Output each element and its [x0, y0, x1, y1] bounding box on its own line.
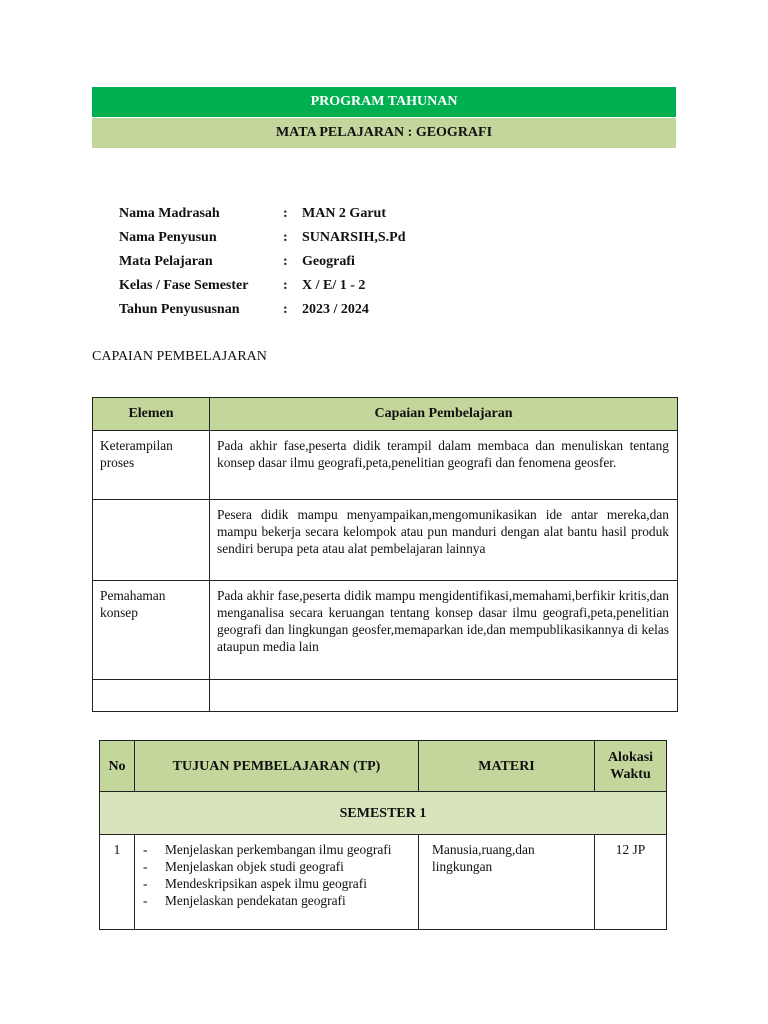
info-colon: : [283, 278, 288, 293]
info-value: SUNARSIH,S.Pd [302, 230, 406, 245]
tujuan-pembelajaran-table [99, 740, 667, 930]
list-item: - Menjelaskan objek studi geografi [139, 858, 412, 875]
tp-cell [135, 835, 419, 930]
column-header-elemen: Elemen [93, 398, 210, 431]
table-row [93, 581, 678, 680]
list-item: - Menjelaskan perkembangan ilmu geografi [139, 841, 412, 858]
elemen-cell [93, 500, 210, 581]
capaian-cell: Pesera didik mampu menyampaikan,mengomunikasikan ide antar mereka,dan mampu bekerja secara kelompok atau pun manduri dengan alat bantu hasil produk sendiri berupa peta atau alat pembelajaran lainnya [210, 500, 678, 581]
info-row-tahun [119, 298, 405, 322]
info-label: Nama Madrasah [119, 206, 220, 221]
info-value: MAN 2 Garut [302, 206, 386, 221]
capaian-cell: Pada akhir fase,peserta didik mampu mengidentifikasi,memahami,berfikir kritis,dan menganalisa secara keruangan tentang konsep dasar ilmu geografi,peta,penelitian geografi dan lingkungan geosfer,memaparkan ide,dan mempublikasikannya di kelas ataupun media lain [210, 581, 678, 680]
info-row-mapel [119, 250, 405, 274]
capaian-table [92, 397, 678, 712]
info-label: Tahun Penyususnan [119, 302, 240, 317]
info-label: Nama Penyusun [119, 230, 217, 245]
capaian-cell: Pada akhir fase,peserta didik terampil dalam membaca dan menuliskan tentang konsep dasar ilmu geografi,peta,penelitian geografi dan fenomena geosfer. [210, 431, 678, 500]
semester-row [100, 792, 667, 835]
table-header-row [100, 741, 667, 792]
document-subtitle: MATA PELAJARAN : GEOGRAFI [92, 118, 676, 148]
elemen-cell [93, 680, 210, 712]
info-value: 2023 / 2024 [302, 302, 369, 317]
info-label: Kelas / Fase Semester [119, 278, 249, 293]
info-value: Geografi [302, 254, 355, 269]
info-label: Mata Pelajaran [119, 254, 213, 269]
info-value: X / E/ 1 - 2 [302, 278, 366, 293]
info-colon: : [283, 230, 288, 245]
list-item: - Mendeskripsikan aspek ilmu geografi [139, 875, 412, 892]
semester-label: SEMESTER 1 [100, 792, 667, 835]
table-row [93, 431, 678, 500]
info-row-madrasah [119, 202, 405, 226]
info-colon: : [283, 302, 288, 317]
materi-cell: Manusia,ruang,dan lingkungan [419, 835, 595, 930]
info-row-penyusun [119, 226, 405, 250]
elemen-cell: Keterampilan proses [93, 431, 210, 500]
alokasi-cell: 12 JP [595, 835, 667, 930]
info-row-kelas [119, 274, 405, 298]
table-row [93, 500, 678, 581]
capaian-cell [210, 680, 678, 712]
info-colon: : [283, 254, 288, 269]
table-row [93, 680, 678, 712]
column-header-no: No [100, 741, 135, 792]
identity-info [119, 202, 405, 322]
info-colon: : [283, 206, 288, 221]
column-header-capaian: Capaian Pembelajaran [210, 398, 678, 431]
table-header-row [93, 398, 678, 431]
table-row [100, 835, 667, 930]
column-header-alokasi: Alokasi Waktu [595, 741, 667, 792]
tp-list [139, 841, 412, 909]
capaian-section-title: CAPAIAN PEMBELAJARAN [92, 349, 267, 364]
column-header-tp: TUJUAN PEMBELAJARAN (TP) [135, 741, 419, 792]
no-cell: 1 [100, 835, 135, 930]
elemen-cell: Pemahaman konsep [93, 581, 210, 680]
document-title: PROGRAM TAHUNAN [92, 87, 676, 117]
column-header-materi: MATERI [419, 741, 595, 792]
list-item: - Menjelaskan pendekatan geografi [139, 892, 412, 909]
